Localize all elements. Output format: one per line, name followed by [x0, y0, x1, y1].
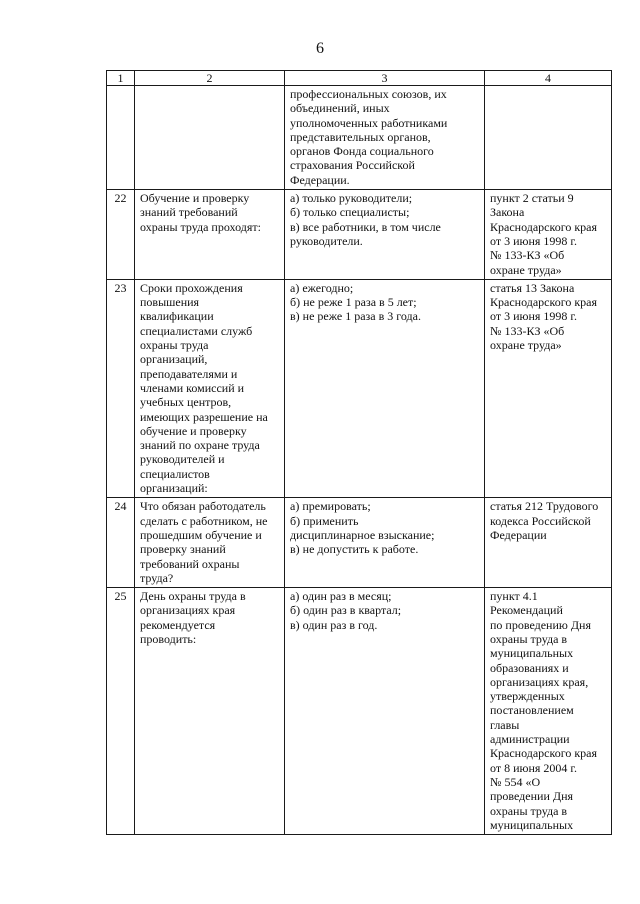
cell-line: от 3 июня 1998 г.	[490, 233, 577, 248]
cell-line: Что обязан работодатель	[140, 499, 266, 514]
cell-line: профессиональных союзов, их	[290, 87, 447, 101]
table-row	[107, 498, 612, 588]
header-cell: 3	[285, 71, 485, 86]
cell-line: б) применить	[290, 513, 359, 528]
cell-line: а) один раз в месяц;	[290, 589, 392, 604]
cell-line: в) один раз в год.	[290, 617, 378, 632]
cell-line: проводить:	[140, 631, 197, 646]
cell-line: муниципальных	[490, 817, 574, 832]
cell-line: имеющих разрешение на	[140, 409, 268, 424]
cell-line: труда?	[140, 570, 174, 585]
cell-line: проверку знаний	[140, 542, 226, 557]
cell-line: знаний по охране труда	[140, 438, 260, 453]
cell-line: № 133-КЗ «Об	[490, 248, 565, 263]
cell-line: постановлением	[490, 703, 574, 718]
question-cell	[135, 190, 285, 280]
answers-cell	[285, 190, 485, 280]
source-cell	[485, 86, 612, 190]
cell-line: День охраны труда в	[140, 589, 246, 604]
cell-line: главы	[490, 717, 520, 732]
question-cell	[135, 498, 285, 588]
cell-line: Федерации.	[290, 172, 350, 187]
row-number: 25	[107, 588, 135, 835]
row-number	[107, 86, 135, 190]
question-cell	[135, 279, 285, 497]
cell-line: в) не реже 1 раза в 3 года.	[290, 309, 421, 324]
source-cell	[485, 588, 612, 835]
cell-line: муниципальных	[490, 646, 574, 661]
answers-cell	[285, 588, 485, 835]
answers-cell	[285, 86, 485, 190]
cell-line: преподавателями и	[140, 366, 238, 381]
answers-cell	[285, 279, 485, 497]
cell-line: руководителей и	[140, 452, 225, 467]
row-number: 23	[107, 279, 135, 497]
cell-line: уполномоченных работниками	[290, 115, 448, 130]
cell-line: страхования Российской	[290, 158, 415, 173]
cell-line: охраны труда проходят:	[140, 219, 261, 234]
answers-cell	[285, 498, 485, 588]
header-cell: 4	[485, 71, 612, 86]
cell-line: знаний требований	[140, 205, 238, 220]
cell-line: обучение и проверку	[140, 423, 247, 438]
header-cell: 2	[135, 71, 285, 86]
cell-line: повышения	[140, 295, 200, 310]
cell-line: проведении Дня	[490, 789, 574, 804]
cell-line: организаций:	[140, 481, 208, 496]
cell-line: по проведению Дня	[490, 617, 591, 632]
cell-line: руководители.	[290, 233, 363, 248]
cell-line: специалистов	[140, 466, 210, 481]
cell-line: от 3 июня 1998 г.	[490, 309, 577, 324]
cell-line: б) не реже 1 раза в 5 лет;	[290, 295, 417, 310]
table-row	[107, 279, 612, 497]
cell-line: в) все работники, в том числе	[290, 219, 441, 234]
cell-line: утвержденных	[490, 689, 565, 704]
cell-line: Обучение и проверку	[140, 191, 250, 206]
cell-line: статья 13 Закона	[490, 280, 575, 295]
question-cell	[135, 86, 285, 190]
cell-line: объединений, иных	[290, 101, 390, 116]
cell-line: организаций,	[140, 352, 208, 367]
cell-line: № 554 «О	[490, 774, 541, 789]
cell-line: учебных центров,	[140, 395, 232, 410]
cell-line: охраны труда в	[490, 631, 568, 646]
cell-line: органов Фонда социального	[290, 144, 434, 159]
cell-line: Федерации	[490, 527, 547, 542]
source-cell	[485, 190, 612, 280]
cell-line: сделать с работником, не	[140, 513, 268, 528]
row-number: 24	[107, 498, 135, 588]
cell-line: б) один раз в квартал;	[290, 603, 402, 618]
questions-table	[106, 70, 612, 835]
cell-line: Краснодарского края	[490, 295, 598, 310]
cell-line: охране труда»	[490, 338, 562, 353]
cell-line: прошедшим обучение и	[140, 527, 262, 542]
cell-line: а) ежегодно;	[290, 280, 354, 295]
source-cell	[485, 498, 612, 588]
cell-line: а) премировать;	[290, 499, 371, 514]
table-row	[107, 190, 612, 280]
cell-line: членами комиссий и	[140, 380, 245, 395]
cell-line: Краснодарского края	[490, 219, 598, 234]
cell-line: № 133-КЗ «Об	[490, 323, 565, 338]
page-number: 6	[316, 40, 324, 57]
cell-line: Краснодарского края	[490, 746, 598, 761]
cell-line: пункт 2 статьи 9	[490, 191, 574, 206]
cell-line: охране труда»	[490, 262, 562, 277]
cell-line: охраны труда	[140, 338, 209, 353]
cell-line: Сроки прохождения	[140, 280, 243, 295]
cell-line: квалификации	[140, 309, 214, 324]
cell-line: пункт 4.1	[490, 589, 538, 604]
cell-line: требований охраны	[140, 556, 240, 571]
cell-line: статья 212 Трудового	[490, 499, 599, 514]
cell-line: а) только руководители;	[290, 191, 413, 206]
cell-line: представительных органов,	[290, 129, 431, 144]
header-cell: 1	[107, 71, 135, 86]
cell-line: кодекса Российской	[490, 513, 591, 528]
cell-line: рекомендуется	[140, 617, 216, 632]
cell-line: администрации	[490, 732, 570, 747]
question-cell	[135, 588, 285, 835]
cell-line: охраны труда в	[490, 803, 568, 818]
cell-line: организациях края,	[490, 674, 589, 689]
cell-line: от 8 июня 2004 г.	[490, 760, 577, 775]
row-number: 22	[107, 190, 135, 280]
table-header-row	[107, 71, 612, 86]
table-row	[107, 86, 612, 190]
cell-line: образованиях и	[490, 660, 569, 675]
table-row	[107, 588, 612, 835]
cell-line: в) не допустить к работе.	[290, 542, 419, 557]
cell-line: дисциплинарное взыскание;	[290, 527, 435, 542]
cell-line: Закона	[490, 205, 525, 220]
cell-line: Рекомендаций	[490, 603, 563, 618]
cell-line: организациях края	[140, 603, 236, 618]
source-cell	[485, 279, 612, 497]
cell-line: специалистами служб	[140, 323, 253, 338]
cell-line: б) только специалисты;	[290, 205, 410, 220]
